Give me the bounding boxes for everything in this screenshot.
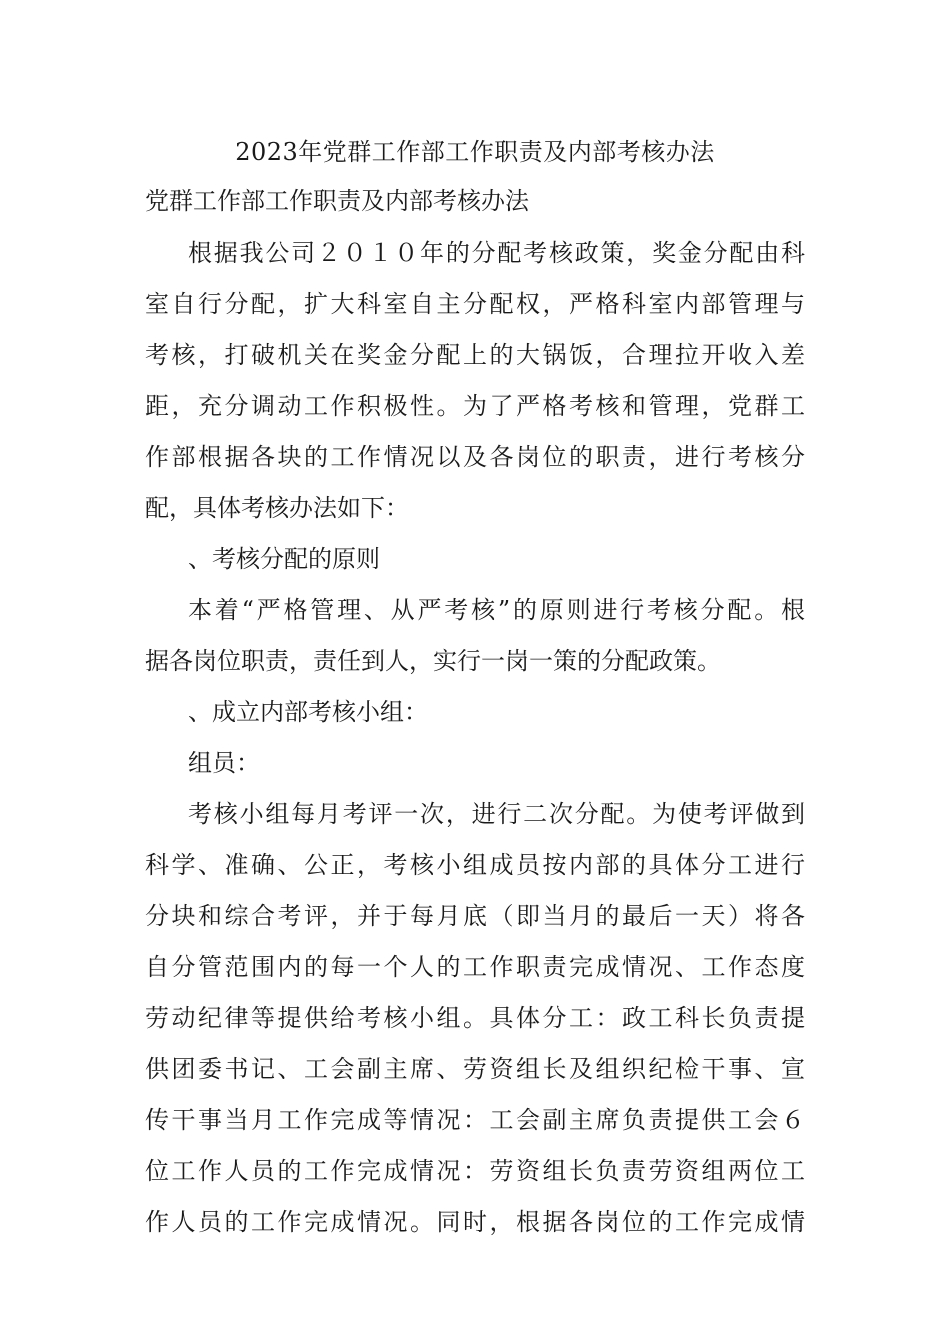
paragraph-line: 室自行分配，扩大科室自主分配权，严格科室内部管理与 [145, 290, 805, 318]
paragraph-line: 考核小组每月考评一次，进行二次分配。为使考评做到 [188, 800, 805, 828]
members-label: 组员： [188, 749, 260, 777]
paragraph-line: 劳动纪律等提供给考核小组。具体分工：政工科长负责提 [145, 1004, 805, 1032]
section-heading: 、成立内部考核小组： [188, 698, 428, 726]
paragraph-line: 作人员的工作完成情况。同时，根据各岗位的工作完成情 [145, 1208, 805, 1236]
paragraph-line: 根据我公司２０１０年的分配考核政策，奖金分配由科 [188, 239, 805, 267]
paragraph-line: 据各岗位职责，责任到人，实行一岗一策的分配政策。 [145, 647, 721, 675]
paragraph-line: 供团委书记、工会副主席、劳资组长及组织纪检干事、宣 [145, 1055, 805, 1083]
paragraph-line: 距，充分调动工作积极性。为了严格考核和管理，党群工 [145, 392, 805, 420]
paragraph-line: 考核，打破机关在奖金分配上的大锅饭，合理拉开收入差 [145, 341, 805, 369]
document-title: 2023年党群工作部工作职责及内部考核办法 [235, 138, 715, 166]
paragraph-line: 作部根据各块的工作情况以及各岗位的职责，进行考核分 [145, 443, 805, 471]
section-heading: 、考核分配的原则 [188, 545, 380, 573]
document-subtitle: 党群工作部工作职责及内部考核办法 [145, 187, 529, 215]
paragraph-line: 本着“严格管理、从严考核”的原则进行考核分配。根 [188, 596, 805, 624]
paragraph-line: 传干事当月工作完成等情况：工会副主席负责提供工会６ [145, 1106, 805, 1134]
paragraph-line: 自分管范围内的每一个人的工作职责完成情况、工作态度 [145, 953, 805, 981]
paragraph-line: 科学、准确、公正，考核小组成员按内部的具体分工进行 [145, 851, 805, 879]
paragraph-line: 分块和综合考评，并于每月底（即当月的最后一天）将各 [145, 902, 805, 930]
paragraph-line: 配，具体考核办法如下： [145, 494, 409, 522]
paragraph-line: 位工作人员的工作完成情况：劳资组长负责劳资组两位工 [145, 1157, 805, 1185]
